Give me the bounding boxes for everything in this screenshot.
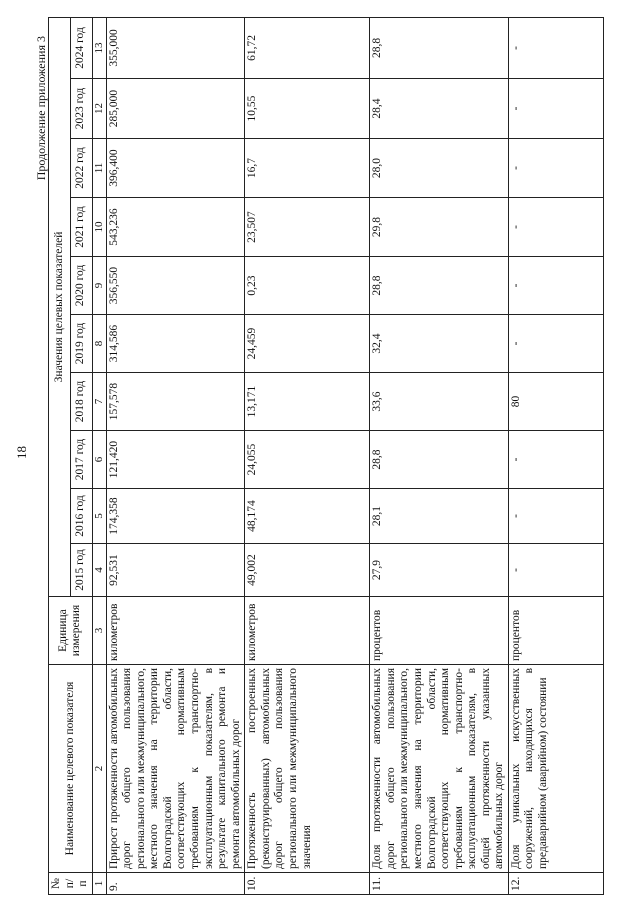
column-index: 7	[92, 373, 106, 431]
row-indicator-name: Доля протяженности автомобильных дорог общего пользования регионального или межмуниципального, местного значения на территории Волгоградской области, соответствующих нормативным требованиям к транспортно-эксплуатационным показателям, в общей протяженности указанных автомобильных дорог	[370, 665, 509, 873]
row-value: 48,174	[245, 489, 370, 544]
row-unit: километров	[245, 597, 370, 665]
table-row	[370, 17, 509, 894]
column-index: 6	[92, 431, 106, 489]
row-value: 27,9	[370, 544, 509, 597]
row-num: 10.	[245, 873, 370, 895]
row-value: 49,002	[245, 544, 370, 597]
row-value: 80	[508, 373, 603, 431]
row-num: 9.	[106, 873, 245, 895]
row-value: 61,72	[245, 17, 370, 78]
header-year: 2016 год	[70, 489, 92, 544]
row-unit: процентов	[508, 597, 603, 665]
column-index: 4	[92, 544, 106, 597]
row-value: 396,400	[106, 139, 245, 198]
column-index: 13	[92, 17, 106, 78]
row-value: 543,236	[106, 198, 245, 257]
row-value: 29,8	[370, 198, 509, 257]
header-row-top	[49, 17, 71, 894]
column-index: 5	[92, 489, 106, 544]
row-value: 28,8	[370, 431, 509, 489]
row-value: 33,6	[370, 373, 509, 431]
row-value: 314,586	[106, 315, 245, 373]
header-year: 2021 год	[70, 198, 92, 257]
row-value: -	[508, 17, 603, 78]
row-value: 28,4	[370, 79, 509, 139]
header-year: 2019 год	[70, 315, 92, 373]
header-values-group: Значения целевых показателей	[49, 17, 71, 596]
column-index: 11	[92, 139, 106, 198]
column-index: 3	[92, 597, 106, 665]
row-value: -	[508, 489, 603, 544]
row-value: -	[508, 315, 603, 373]
table-row	[106, 17, 245, 894]
row-indicator-name: Доля уникальных искусственных сооружений, находящихся в предаварийном (аварийном) состоянии	[508, 665, 603, 873]
header-year: 2022 год	[70, 139, 92, 198]
row-value: 0,23	[245, 257, 370, 315]
row-value: 174,358	[106, 489, 245, 544]
row-value: 24,055	[245, 431, 370, 489]
row-value: 13,171	[245, 373, 370, 431]
row-value: 32,4	[370, 315, 509, 373]
target-indicators-table	[48, 17, 604, 895]
column-index: 2	[92, 665, 106, 873]
row-value: 356,550	[106, 257, 245, 315]
header-year: 2024 год	[70, 17, 92, 78]
row-value: 157,578	[106, 373, 245, 431]
column-index: 10	[92, 198, 106, 257]
column-index-row	[92, 17, 106, 894]
row-value: 28,1	[370, 489, 509, 544]
row-value: -	[508, 431, 603, 489]
row-value: 28,0	[370, 139, 509, 198]
table-row	[245, 17, 370, 894]
row-unit: процентов	[370, 597, 509, 665]
row-unit: километров	[106, 597, 245, 665]
row-value: 16,7	[245, 139, 370, 198]
header-year: 2017 год	[70, 431, 92, 489]
column-index: 9	[92, 257, 106, 315]
column-index: 12	[92, 79, 106, 139]
row-value: -	[508, 257, 603, 315]
page-number: 18	[14, 446, 29, 459]
row-value: 10,55	[245, 79, 370, 139]
continuation-note: Продолжение приложения 3	[34, 36, 48, 181]
row-value: -	[508, 198, 603, 257]
header-name: Наименование целевого показателя	[49, 665, 93, 873]
row-value: -	[508, 139, 603, 198]
row-value: -	[508, 544, 603, 597]
row-num: 12.	[508, 873, 603, 895]
row-value: -	[508, 79, 603, 139]
row-indicator-name: Протяженность построенных (реконструированных) автомобильных дорог общего пользования регионального или межмуниципального значения	[245, 665, 370, 873]
row-value: 92,531	[106, 544, 245, 597]
row-value: 24,459	[245, 315, 370, 373]
header-year: 2018 год	[70, 373, 92, 431]
header-year: 2023 год	[70, 79, 92, 139]
row-value: 121,420	[106, 431, 245, 489]
row-value: 285,000	[106, 79, 245, 139]
row-num: 11.	[370, 873, 509, 895]
row-indicator-name: Прирост протяженности автомобильных дорог общего пользования регионального или межмуниципального, местного значения на территории Волгоградской области, соответствующих нормативным требованиям к транспортно-эксплуатационным показателям, в результате капитального ремонта и ремонта автомобильных дорог	[106, 665, 245, 873]
header-year: 2020 год	[70, 257, 92, 315]
column-index: 8	[92, 315, 106, 373]
header-unit: Единица измерения	[49, 597, 93, 665]
column-index: 1	[92, 873, 106, 895]
row-value: 355,000	[106, 17, 245, 78]
header-year: 2015 год	[70, 544, 92, 597]
row-value: 28,8	[370, 257, 509, 315]
row-value: 28,8	[370, 17, 509, 78]
table-row	[508, 17, 603, 894]
header-num: № п/п	[49, 873, 93, 895]
row-value: 23,507	[245, 198, 370, 257]
